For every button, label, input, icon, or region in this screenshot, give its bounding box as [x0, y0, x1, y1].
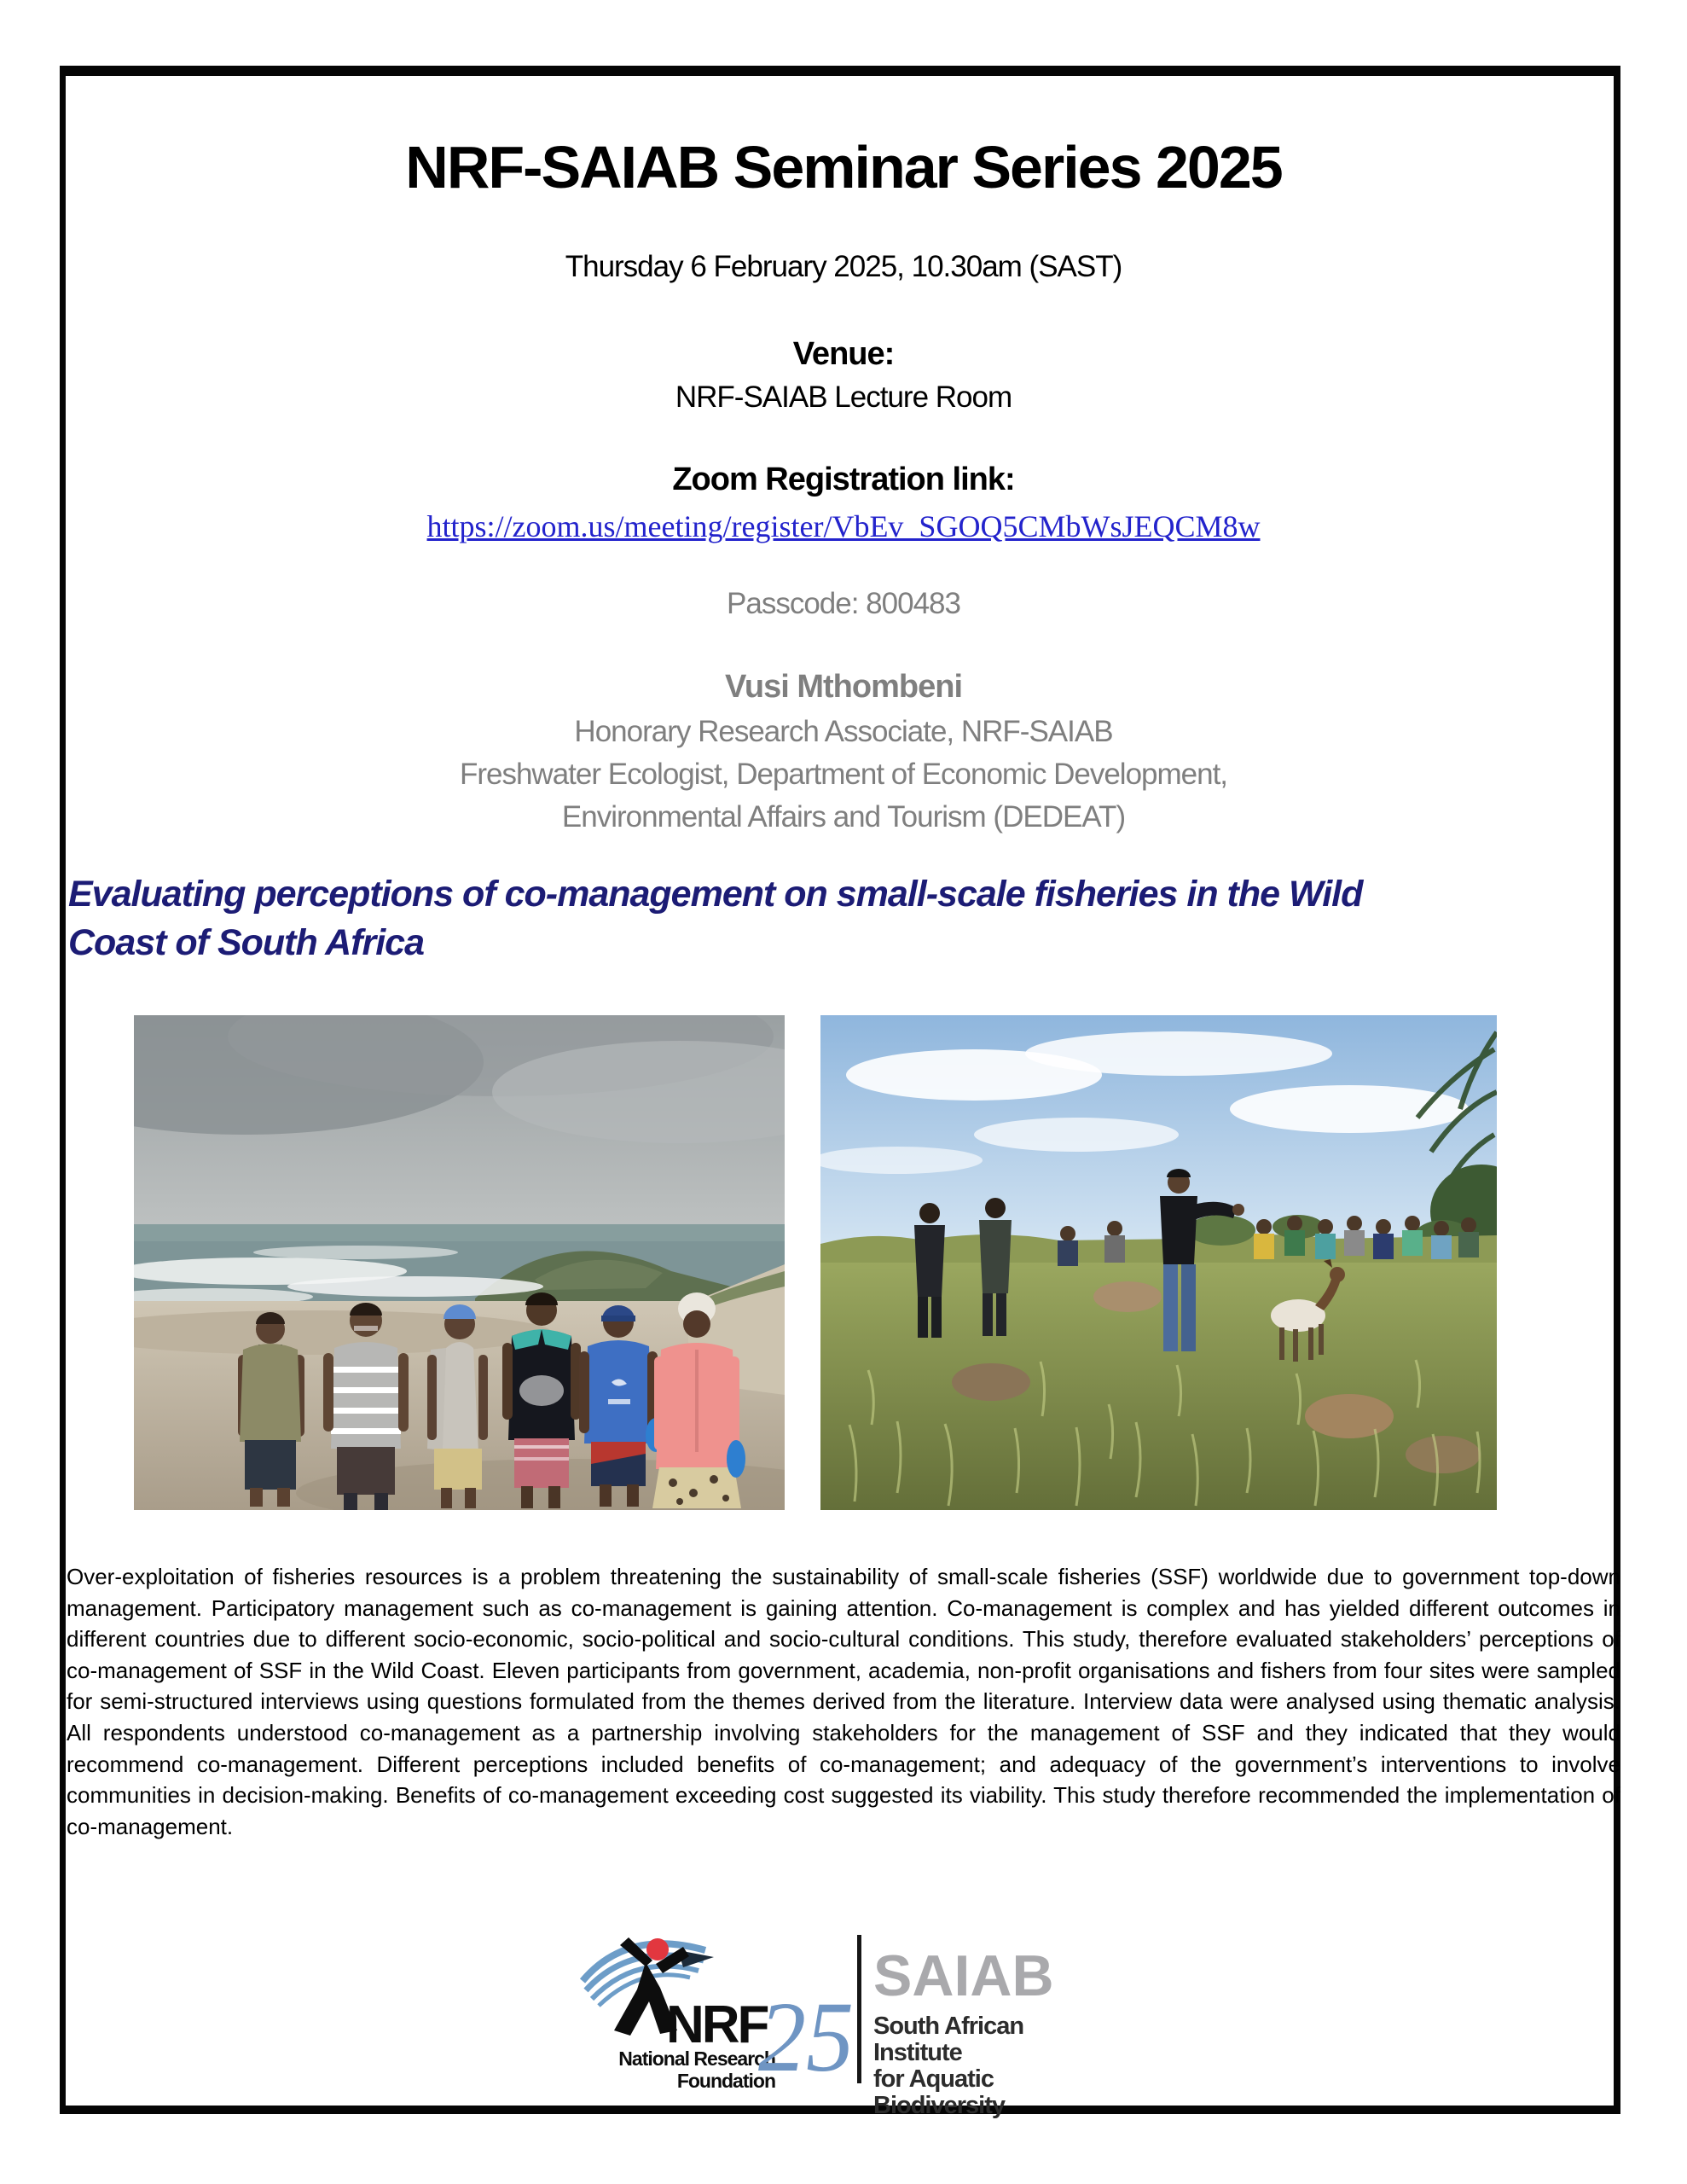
venue-label: Venue:: [792, 336, 895, 372]
seminar-title-line-1: Evaluating perceptions of co-management on small-scale fisheries in the Wild: [68, 874, 1363, 915]
passcode-text: Passcode: 800483: [727, 587, 960, 620]
logo-divider: [857, 1935, 861, 2083]
abstract-text: Over-exploitation of fisheries resources is a problem threatening the sustainability of small-scale fisheries (SSF) worldwide due to government top-down management. Participatory management such as co-management is gaining attention. Co-management is complex and has yielded different outcomes in different countries due to different socio-economic, socio-political and socio-cultural conditions. This study, therefore evaluated stakeholders’ perceptions of co-management of SSF in the Wild Coast. Eleven participants from government, academia, non-profit organisations and fishers from four sites were sampled for semi-structured interviews using questions formulated from the themes derived from the literature. Interview data were analysed using thematic analysis. All respondents understood co-management as a partnership involving stakeholders for the management of SSF and they indicated that they would recommend co-management. Different perceptions included benefits of co-management; and adequacy of the government’s interventions to involve communities in decision-making. Benefits of co-management exceeding cost suggested its viability. This study therefore recommended the implementation of co-management.: [67, 1564, 1620, 1839]
nrf-name-line-2: Foundation: [676, 2070, 775, 2092]
saiab-name-line-1: South African Institute: [873, 2013, 1024, 2066]
zoom-registration-label: Zoom Registration link:: [672, 462, 1015, 497]
speaker-affiliation-3: Environmental Affairs and Tourism (DEDEAT): [561, 800, 1126, 834]
saiab-name: [873, 2013, 1103, 2119]
seminar-title: [68, 870, 1610, 967]
beach-group-photo: [134, 1015, 785, 1510]
saiab-logo: [873, 1943, 1103, 2119]
seminar-datetime: Thursday 6 February 2025, 10.30am (SAST): [565, 250, 1122, 283]
saiab-name-line-2: for Aquatic Biodiversity: [873, 2065, 1005, 2119]
zoom-registration-link-row: [0, 508, 1687, 544]
saiab-acronym: SAIAB: [873, 1943, 1054, 2008]
seminar-title-line-2: Coast of South Africa: [68, 922, 424, 963]
speaker-name: Vusi Mthombeni: [724, 669, 963, 705]
nrf-name-line-1: National Research: [618, 2048, 775, 2070]
speaker-affiliation-2: Freshwater Ecologist, Department of Economic Development,: [459, 758, 1228, 791]
page-title: NRF-SAIAB Seminar Series 2025: [405, 134, 1282, 200]
nrf-acronym: NRF: [666, 1995, 768, 2054]
footer-logos: [577, 1930, 1103, 2119]
nrf-25th-anniversary: 25: [758, 1981, 855, 2093]
zoom-registration-link[interactable]: https://zoom.us/meeting/register/VbEv_SGOQ5CMbWsJEQCM8w: [426, 509, 1261, 543]
nrf-name: [577, 2048, 775, 2092]
speaker-affiliation-1: Honorary Research Associate, NRF-SAIAB: [574, 715, 1113, 748]
field-meeting-photo: [820, 1015, 1497, 1510]
venue-value: NRF-SAIAB Lecture Room: [675, 380, 1012, 414]
